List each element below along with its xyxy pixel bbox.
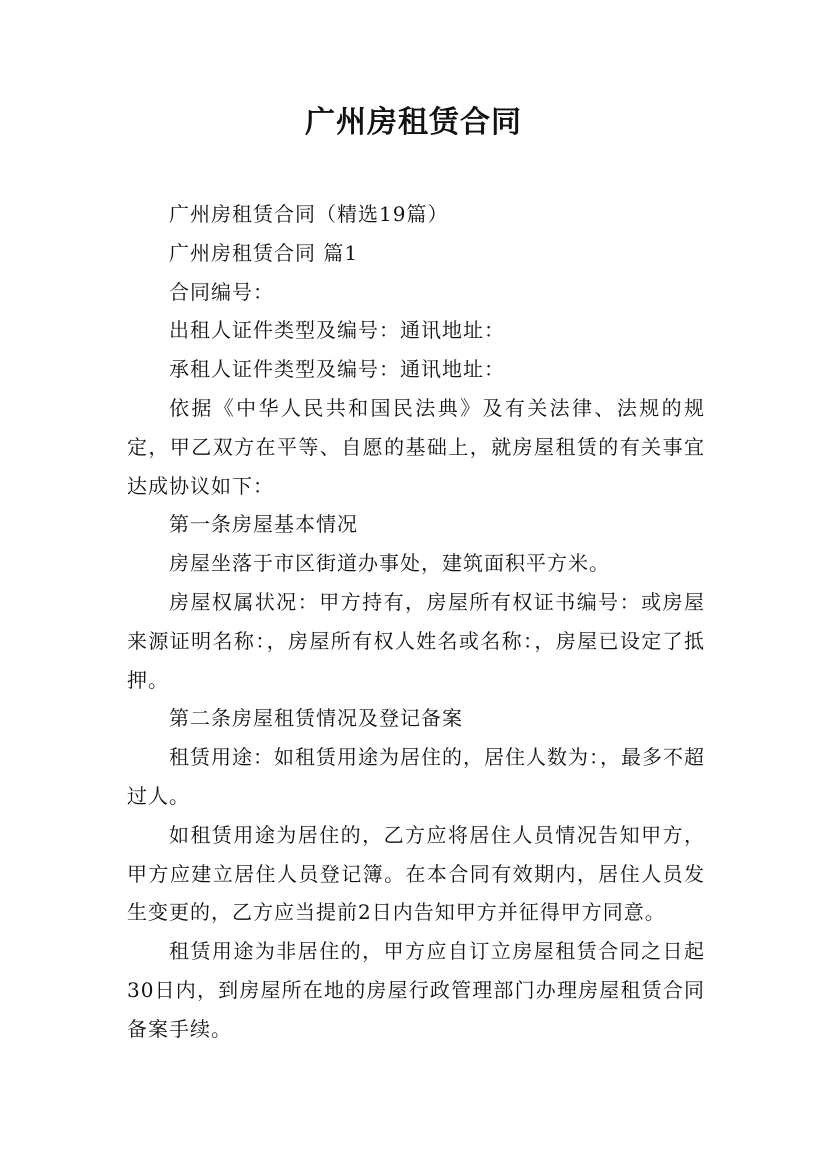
document-body — [127, 195, 705, 1049]
contract-number-line: 合同编号： — [169, 279, 274, 304]
house-location-paragraph: 房屋坐落于市区街道办事处，建筑面积平方米。 — [169, 551, 610, 576]
document-title: 广州房租赁合同 — [305, 105, 522, 140]
article-2-heading: 第二条房屋租赁情况及登记备案 — [169, 706, 463, 731]
lease-purpose-paragraph: 租赁用途：如租赁用途为居住的，居住人数为：，最多不超过人。 — [127, 745, 705, 808]
non-residential-paragraph: 租赁用途为非居住的，甲方应自订立房屋租赁合同之日起30日内，到房屋所在地的房屋行政管理部门办理房屋租赁合同备案手续。 — [127, 939, 705, 1041]
lessor-info-line: 出租人证件类型及编号：通讯地址： — [169, 318, 505, 343]
section-heading: 广州房租赁合同 篇1 — [169, 240, 359, 265]
preamble-paragraph: 依据《中华人民共和国民法典》及有关法律、法规的规定，甲乙双方在平等、自愿的基础上，就房屋租赁的有关事宜达成协议如下： — [127, 395, 705, 498]
subtitle-paragraph: 广州房租赁合同（精选19篇） — [169, 202, 449, 226]
lessee-info-line: 承租人证件类型及编号：通讯地址： — [169, 357, 505, 382]
ownership-paragraph: 房屋权属状况：甲方持有，房屋所有权证书编号：或房屋来源证明名称：，房屋所有权人姓名或名称：，房屋已设定了抵押。 — [127, 589, 705, 692]
residents-paragraph: 如租赁用途为居住的，乙方应将居住人员情况告知甲方，甲方应建立居住人员登记簿。在本合同有效期内，居住人员发生变更的，乙方应当提前2日内告知甲方并征得甲方同意。 — [127, 822, 705, 925]
article-1-heading: 第一条房屋基本情况 — [169, 512, 358, 537]
